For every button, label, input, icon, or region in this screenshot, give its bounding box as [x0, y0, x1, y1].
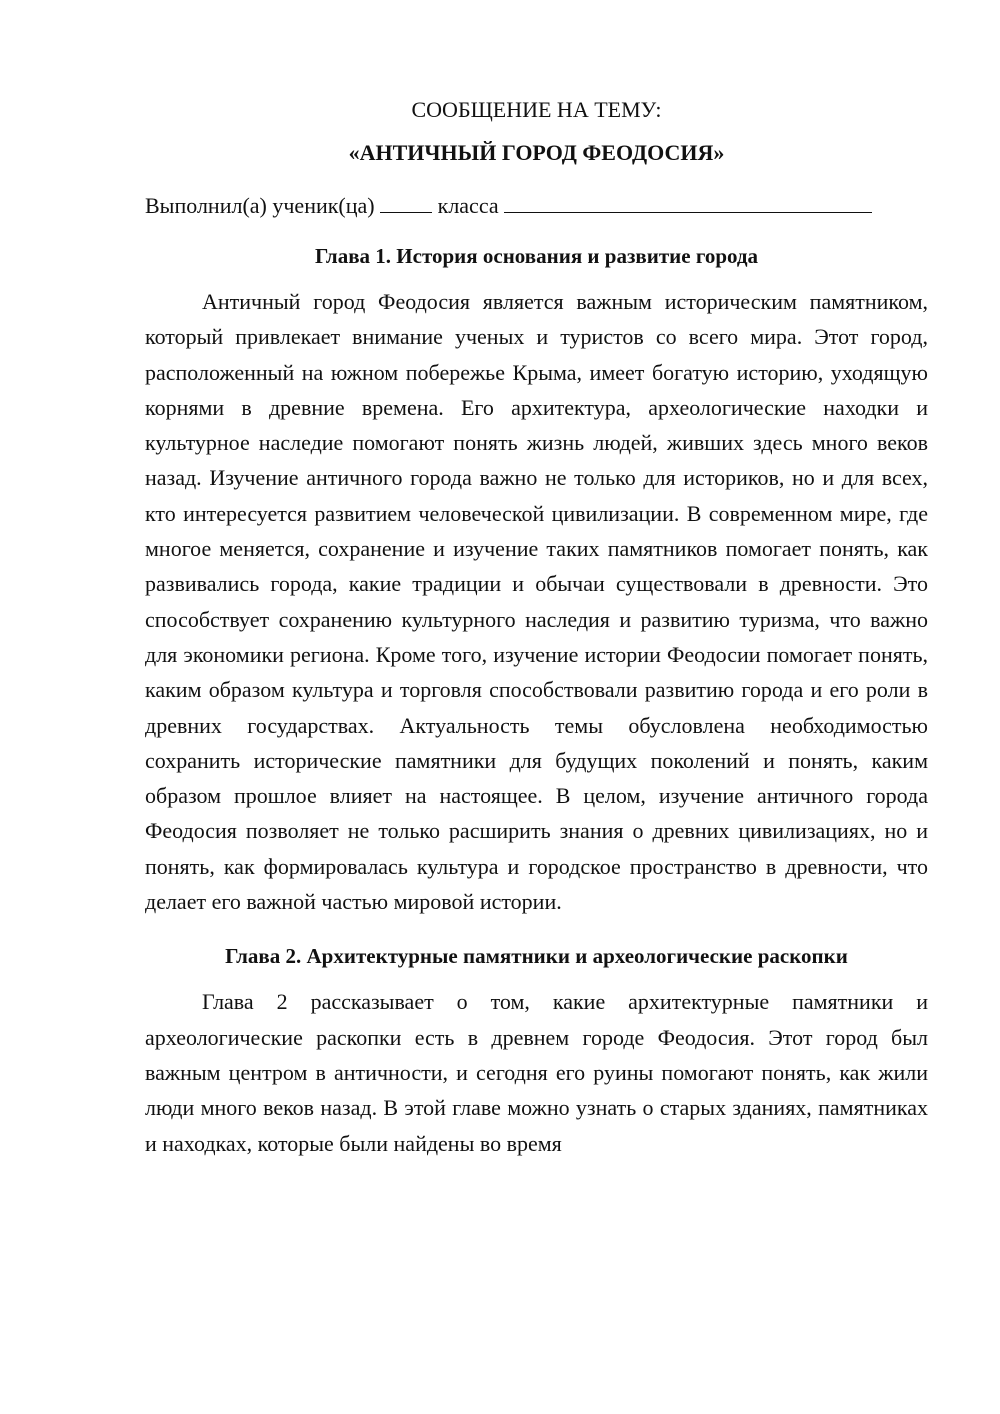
chapter-heading: Глава 2. Архитектурные памятники и археологические раскопки	[225, 944, 848, 969]
subject-line: СООБЩЕНИЕ НА ТЕМУ:	[411, 97, 662, 122]
signature-line	[145, 188, 928, 223]
chapter-1	[145, 239, 928, 919]
document-page	[145, 92, 928, 1161]
chapter-2	[145, 939, 928, 1160]
class-label: класса	[437, 193, 499, 218]
name-blank	[504, 190, 872, 213]
signature-prefix: Выполнил(а) ученик(ца)	[145, 193, 375, 218]
chapter-paragraph: Глава 2 рассказывает о том, какие архитектурные памятники и археологические раскопки есть в древнем городе Феодосия. Этот город был важным центром в античности, и сегодня его руины помогают понять, как жили люди много веков назад. В этой главе можно узнать о старых зданиях, памятниках и находках, которые были найдены во время	[145, 989, 928, 1156]
chapter-paragraph: Античный город Феодосия является важным историческим памятником, который привлекает внимание ученых и туристов со всего мира. Этот город, расположенный на южном побережье Крыма, имеет богатую историю, уходящую корнями в древние времена. Его архитектура, археологические находки и культурное наследие помогают понять жизнь людей, живших здесь много веков назад. Изучение античного города важно не только для историков, но и для всех, кто интересуется развитием человеческой цивилизации. В современном мире, где многое меняется, сохранение и изучение таких памятников помогает понять, как развивались города, какие традиции и обычаи существовали в древности. Это способствует сохранению культурного наследия и развитию туризма, что важно для экономики региона. Кроме того, изучение истории Феодосии помогает понять, каким образом культура и торговля способствовали развитию города и его роли в древних государствах. Актуальность темы обусловлена необходимостью сохранить исторические памятники для будущих поколений и понять, каким образом прошлое влияет на настоящее. В целом, изучение античного города Феодосия позволяет не только расширить знания о древних цивилизациях, но и понять, как формировалась культура и городское пространство в древности, что делает его важной частью мировой истории.	[145, 289, 928, 915]
grade-blank	[380, 190, 432, 213]
chapter-heading: Глава 1. История основания и развитие города	[314, 244, 759, 268]
document-title: «АНТИЧНЫЙ ГОРОД ФЕОДОСИЯ»	[348, 140, 725, 165]
